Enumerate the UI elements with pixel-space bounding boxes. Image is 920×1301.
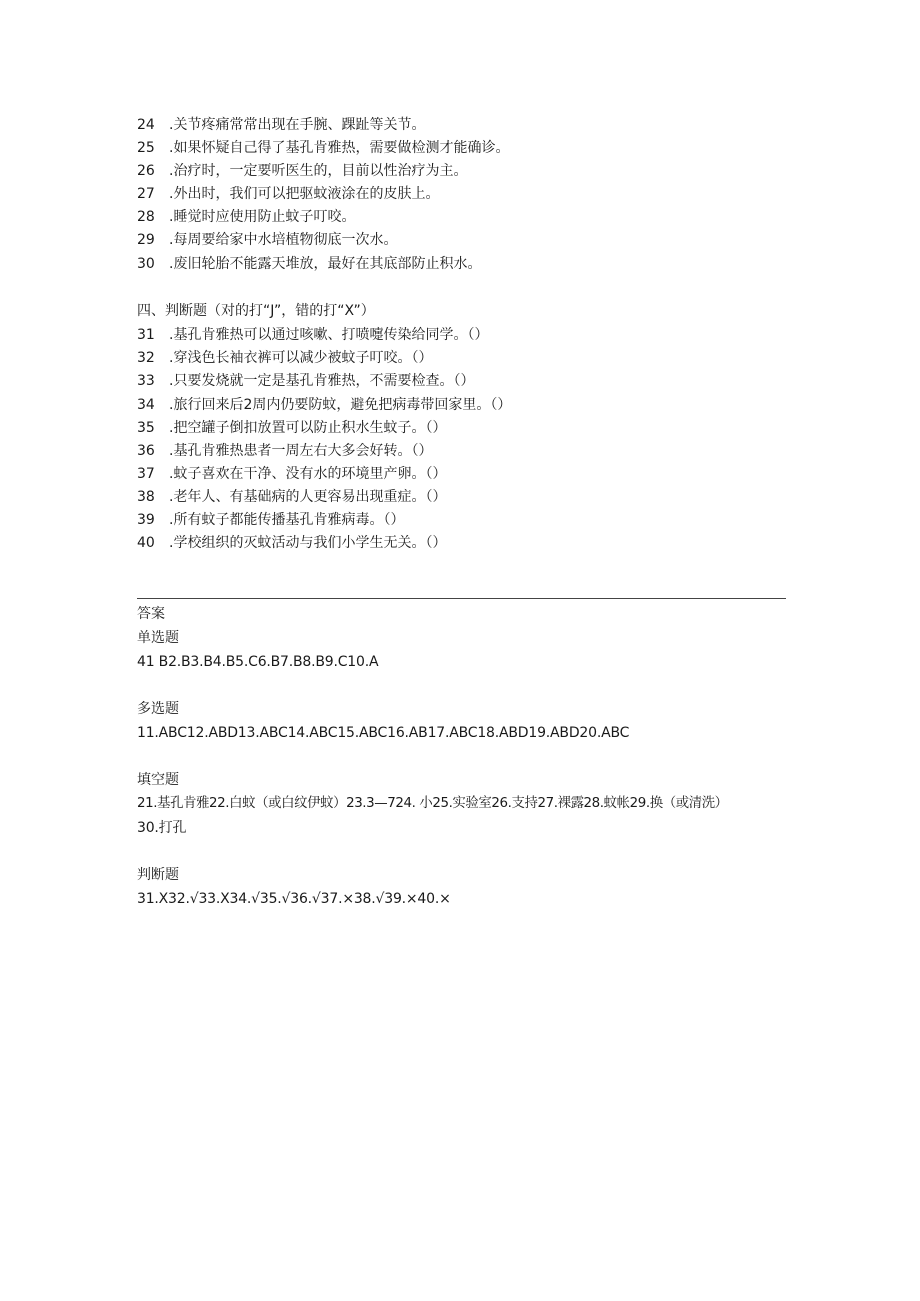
question-text: .旅行回来后2周内仍要防蚊，避免把病毒带回家里。（） [169,397,512,413]
question-number: 31 [137,327,155,343]
question-number: 30 [137,256,155,272]
question-text: .睡觉时应使用防止蚊子叮咬。 [169,209,356,225]
question-number: 26 [137,163,155,179]
answers-judge-title: 判断题 [137,867,179,883]
question-number: 29 [137,232,155,248]
question-text: .基孔肯雅热可以通过咳嗽、打喷嚏传染给同学。（） [169,327,489,343]
question-text: .所有蚊子都能传播基孔肯雅病毒。（） [169,512,405,528]
question-number: 40 [137,535,155,551]
question-text: .每周要给家中水培植物彻底一次水。 [169,232,398,248]
question-text: .关节疼痛常常出现在手腕、踝趾等关节。 [169,117,426,133]
question-number: 32 [137,350,155,366]
question-38 [137,486,446,508]
question-34 [137,394,511,416]
question-text: .蚊子喜欢在干净、没有水的环境里产卵。（） [169,466,447,482]
answers-heading: 答案 [137,606,165,622]
question-text: .外出时，我们可以把驱蚊液涂在的皮肤上。 [169,186,440,202]
question-number: 25 [137,140,155,156]
answers-single-text: 41 B2.B3.B4.B5.C6.B7.B8.B9.C10.A [137,654,379,670]
answers-multi-title: 多选题 [137,701,179,717]
section-divider [137,598,786,599]
answers-fill-text-2: 30.打孔 [137,820,187,836]
answers-judge-text: 31.X32.√33.X34.√35.√36.√37.×38.√39.×40.× [137,891,451,907]
question-number: 36 [137,443,155,459]
question-25 [137,137,509,159]
question-text: .只要发烧就一定是基孔肯雅热，不需要检查。（） [169,373,475,389]
question-28 [137,206,355,228]
question-27 [137,183,439,205]
question-text: .学校组织的灭蚊活动与我们小学生无关。（） [169,535,447,551]
question-text: .老年人、有基础病的人更容易出现重症。（） [169,489,447,505]
question-text: .把空罐子倒扣放置可以防止积水生蚊子。（） [169,420,447,436]
question-number: 24 [137,117,155,133]
question-number: 28 [137,209,155,225]
question-text: .基孔肯雅热患者一周左右大多会好转。（） [169,443,433,459]
question-number: 39 [137,512,155,528]
question-text: .穿浅色长袖衣裤可以减少被蚊子叮咬。（） [169,350,433,366]
question-36 [137,440,432,462]
question-number: 38 [137,489,155,505]
question-31 [137,324,488,346]
answers-single-title: 单选题 [137,630,179,646]
question-26 [137,160,467,182]
section-title-judge: 四、判断题（对的打“J”，错的打“X”） [137,303,375,319]
question-number: 35 [137,420,155,436]
question-number: 37 [137,466,155,482]
question-number: 27 [137,186,155,202]
answers-fill-title: 填空题 [137,772,179,788]
question-number: 33 [137,373,155,389]
question-24 [137,114,425,136]
question-37 [137,463,446,485]
question-39 [137,509,404,531]
answers-multi-text: 11.ABC12.ABD13.ABC14.ABC15.ABC16.AB17.ABC18.ABD19.ABD20.ABC [137,725,630,741]
question-35 [137,417,446,439]
question-text: .如果怀疑自己得了基孔肯雅热，需要做检测才能确诊。 [169,140,510,156]
question-text: .治疗时，一定要听医生的，目前以性治疗为主。 [169,163,468,179]
answers-fill-text-1: 21.基孔肯雅22.白蚊（或白纹伊蚊）23.3—724. 小25.实验室26.支持27.裸露28.蚊帐29.换（或清洗） [137,796,728,811]
question-number: 34 [137,397,155,413]
question-29 [137,229,397,251]
question-30 [137,253,481,275]
question-text: .废旧轮胎不能露天堆放，最好在其底部防止积水。 [169,256,482,272]
question-40 [137,532,446,554]
question-32 [137,347,432,369]
question-33 [137,370,474,392]
